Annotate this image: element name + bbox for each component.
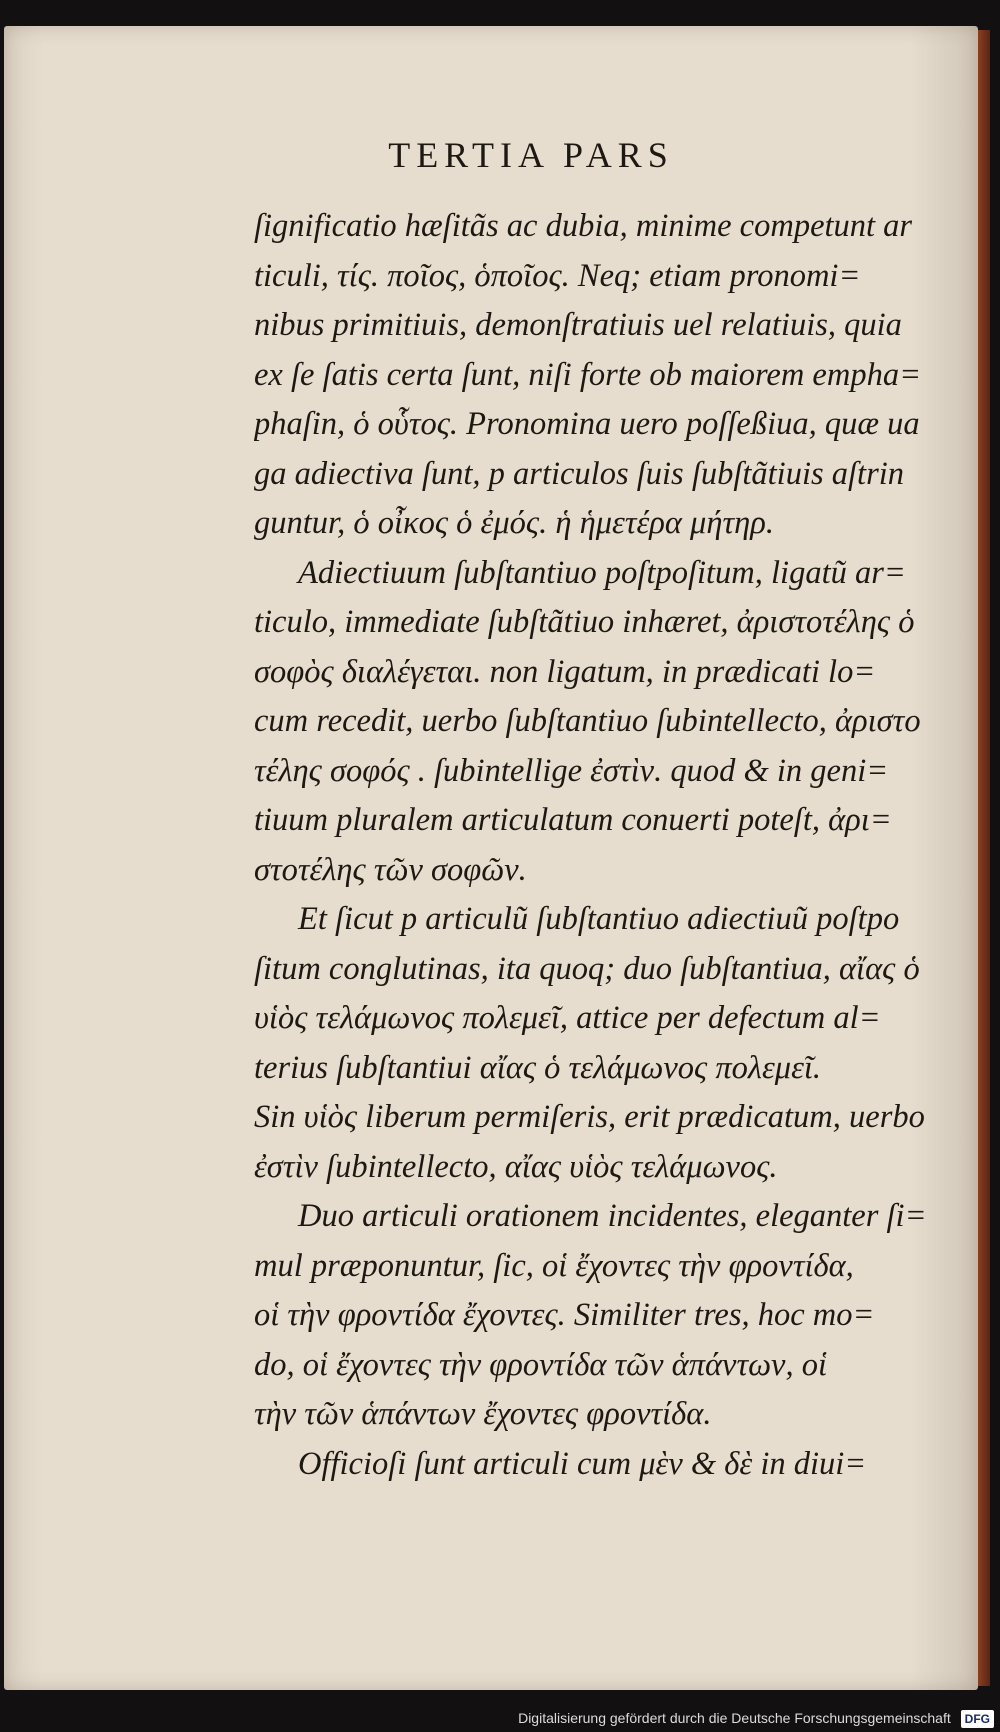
text-line: do, οἱ ἔχοντες τὴν φροντίδα τῶν ἁπάντων, οἱ bbox=[254, 1346, 828, 1383]
book-page bbox=[4, 26, 978, 1690]
text-line: guntur, ὁ οἶκος ὁ ἐμός. ἡ ἡμετέρα μήτηρ. bbox=[254, 505, 774, 541]
text-line: Sin υἱὸς liberum permiſeris, erit prædicatum, uerbo bbox=[254, 1099, 925, 1135]
text-line: τέλης σοφός . ſubintellige ἐστὶν. quod & in geni= bbox=[254, 752, 889, 789]
text-line: ſignificatio hæſitãs ac dubia, minime competunt ar bbox=[254, 208, 913, 244]
text-line: ticulo, immediate ſubſtãtiuo inhæret, ἀριστοτέλης ὁ bbox=[254, 604, 915, 640]
text-line: Et ſicut p articulũ ſubſtantiuo adiectiuũ poſtpo bbox=[298, 901, 900, 937]
text-line: ἐστὶν ſubintellecto, αἴας υἱὸς τελάμωνος. bbox=[254, 1148, 778, 1185]
text-line: ticuli, τίς. ποῖος, ὁποῖος. Neq; etiam pronomi= bbox=[254, 257, 861, 294]
text-line: υἱὸς τελάμωνος πολεμεῖ, attice per defectum al= bbox=[254, 1000, 881, 1036]
text-line: Adiectiuum ſubſtantiuo poſtpoſitum, ligatũ ar= bbox=[298, 554, 906, 591]
text-line: ex ſe ſatis certa ſunt, niſi forte ob maiorem empha= bbox=[254, 356, 922, 393]
book-page-edge bbox=[978, 30, 990, 1686]
text-line: tiuum pluralem articulatum conuerti poteſt, ἀρι= bbox=[254, 802, 892, 838]
text-line: Officioſi ſunt articuli cum μὲν & δὲ in diui= bbox=[298, 1445, 867, 1482]
text-line: στοτέλης τῶν σοφῶν. bbox=[254, 851, 527, 888]
text-line: ſitum conglutinas, ita quoq; duo ſubſtantiua, αἴας ὁ bbox=[254, 950, 920, 987]
text-line: οἱ τὴν φροντίδα ἔχοντες. Similiter tres, hoc mo= bbox=[254, 1297, 875, 1333]
text-line: cum recedit, uerbo ſubſtantiuo ſubintellecto, ἀριστο bbox=[254, 703, 921, 739]
text-line: phaſin, ὁ οὗτος. Pronomina uero poſſeßiua, quæ ua bbox=[254, 406, 920, 442]
funding-credit: Digitalisierung gefördert durch die Deutsche Forschungsgemeinschaft bbox=[518, 1710, 951, 1726]
text-block bbox=[254, 202, 934, 1489]
text-line: nibus primitiuis, demonſtratiuis uel relatiuis, quia bbox=[254, 307, 902, 343]
text-line: σοφὸς διαλέγεται. non ligatum, in prædicati lo= bbox=[254, 653, 876, 690]
text-line: Duo articuli orationem incidentes, eleganter ſi= bbox=[298, 1198, 927, 1234]
text-line: mul præponuntur, ſic, οἱ ἔχοντες τὴν φροντίδα, bbox=[254, 1247, 854, 1284]
running-head: TERTIA PARS bbox=[388, 135, 674, 175]
text-line: ga adiectiva ſunt, p articulos ſuis ſubſtãtiuis aſtrin bbox=[254, 455, 904, 492]
dfg-logo: DFG bbox=[961, 1710, 994, 1728]
text-line: τὴν τῶν ἁπάντων ἔχοντες φροντίδα. bbox=[254, 1396, 712, 1432]
digitization-footer bbox=[0, 1704, 994, 1732]
text-line: terius ſubſtantiui αἴας ὁ τελάμωνος πολεμεῖ. bbox=[254, 1049, 822, 1086]
